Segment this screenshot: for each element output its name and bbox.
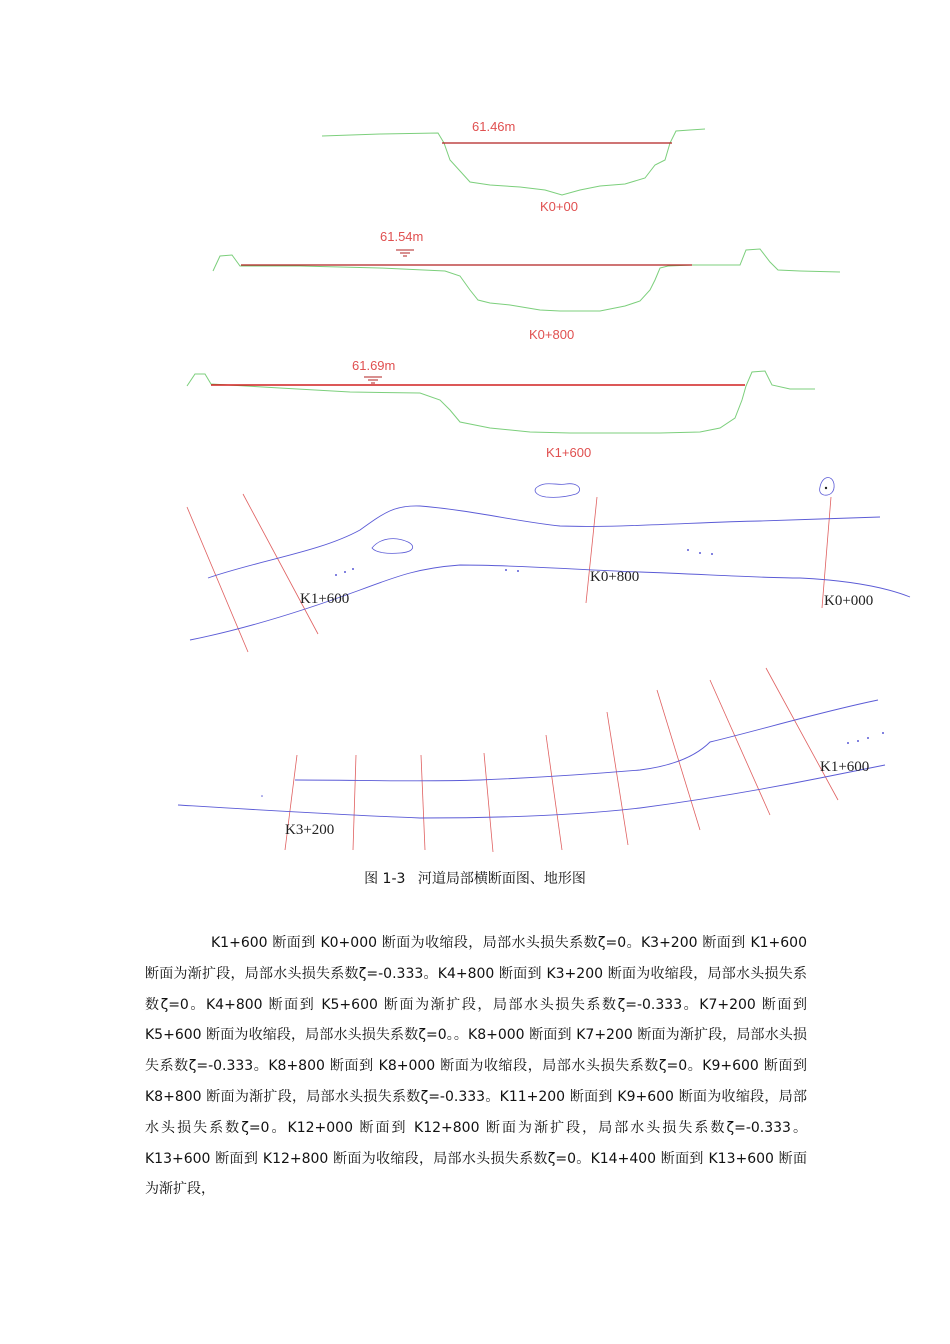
survey-point <box>825 487 827 489</box>
survey-point <box>867 737 869 739</box>
topographic-map-upper <box>187 478 910 652</box>
section-line <box>546 735 562 850</box>
station-label: K3+200 <box>285 822 335 838</box>
survey-point <box>687 549 689 551</box>
station-label: K1+600 <box>820 759 870 775</box>
caption-title: 河道局部横断面图、地形图 <box>417 871 586 887</box>
section-line <box>710 680 770 815</box>
terrain-profile <box>322 129 705 195</box>
topographic-map-lower <box>178 668 885 852</box>
section-line <box>187 507 248 652</box>
pond <box>820 478 834 496</box>
water-level-label: 61.54m <box>380 229 424 244</box>
survey-point <box>352 568 354 570</box>
cross-section-k0-800 <box>213 229 840 342</box>
survey-point <box>517 570 519 572</box>
section-line <box>607 712 628 845</box>
survey-point <box>699 552 701 554</box>
terrain-profile <box>213 249 840 311</box>
survey-point <box>261 795 263 797</box>
section-line <box>484 753 493 852</box>
survey-point <box>505 569 507 571</box>
section-line <box>586 497 597 603</box>
river-bank-lower <box>190 565 910 640</box>
river-bank-upper <box>295 700 878 781</box>
figure-caption <box>0 868 950 888</box>
river-bank-lower <box>178 765 885 818</box>
caption-number: 图 1-3 <box>364 871 406 887</box>
cross-section-k0-00 <box>322 119 705 214</box>
survey-point <box>882 732 884 734</box>
section-line <box>822 497 831 608</box>
station-label: K0+000 <box>824 593 874 609</box>
survey-point <box>335 574 337 576</box>
station-label: K0+800 <box>590 569 640 585</box>
station-label: K0+00 <box>540 199 578 214</box>
cross-section-k1-600 <box>187 358 815 460</box>
section-line <box>353 755 356 850</box>
section-line <box>766 668 838 800</box>
section-line <box>657 690 700 830</box>
pond <box>535 484 580 498</box>
survey-point <box>711 553 713 555</box>
survey-point <box>847 742 849 744</box>
station-label: K1+600 <box>546 445 592 460</box>
survey-point <box>857 740 859 742</box>
station-label: K1+600 <box>300 591 350 607</box>
water-level-label: 61.46m <box>472 119 516 134</box>
terrain-profile <box>187 371 815 433</box>
water-level-label: 61.69m <box>352 358 396 373</box>
island <box>372 539 413 554</box>
station-label: K0+800 <box>529 327 575 342</box>
body-paragraph: K1+600 断面到 K0+000 断面为收缩段，局部水头损失系数ζ=0。K3+200 断面到 K1+600 断面为渐扩段，局部水头损失系数ζ=-0.333。K4+800 断面到 K3+200 断面为收缩段，局部水头损失系数ζ=0。K4+800 断面到 K5+600 断面为渐扩段，局部水头损失系数ζ=-0.333。K7+200 断面到 K5+600 断面为收缩段，局部水头损失系数ζ=0。。K8+000 断面到 K7+200 断面为渐扩段，局部水头损失系数ζ=-0.333。K8+800 断面到 K8+000 断面为收缩段，局部水头损失系数ζ=0。K9+600 断面到 K8+800 断面为渐扩段，局部水头损失系数ζ=-0.333。K11+200 断面到 K9+600 断面为收缩段，局部水头损失系数ζ=0。K12+000 断面到 K12+800 断面为渐扩段，局部水头损失系数ζ=-0.333。K13+600 断面到 K12+800 断面为收缩段，局部水头损失系数ζ=0。K14+400 断面到 K13+600 断面为渐扩段， <box>145 935 807 1198</box>
section-line <box>421 755 425 850</box>
survey-point <box>344 571 346 573</box>
body-paragraph-container <box>145 928 807 1205</box>
